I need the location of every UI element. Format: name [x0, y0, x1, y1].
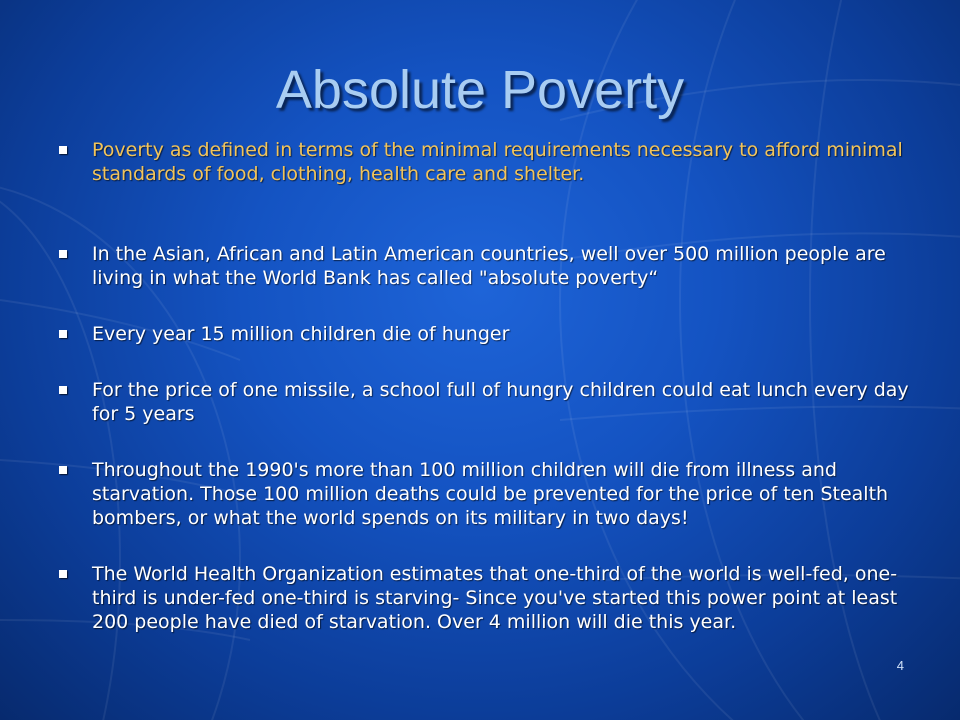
- bullet-item: [56, 378, 936, 426]
- bullet-text: In the Asian, African and Latin American countries, well over 500 million people are living in what the World Bank has called "absolute poverty“: [92, 243, 886, 289]
- square-bullet-icon: [59, 386, 67, 394]
- bullet-text: The World Health Organization estimates that one-third of the world is well-fed, one-third is under-fed one-third is starving- Since you've started this power point at least 200 people have died of starvation. Over 4 million will die this year.: [92, 563, 898, 633]
- bullet-text: Throughout the 1990's more than 100 million children will die from illness and starvation. Those 100 million deaths could be prevented for the price of ten Stealth bombers, or what the world spends on its military in two days!: [92, 459, 889, 529]
- bullet-text: Every year 15 million children die of hunger: [92, 323, 510, 345]
- square-bullet-icon: [59, 330, 67, 338]
- page-number: 4: [896, 658, 904, 673]
- square-bullet-icon: [59, 570, 67, 578]
- bullet-text: Poverty as defined in terms of the minimal requirements necessary to afford minimal standards of food, clothing, health care and shelter.: [92, 139, 903, 185]
- bullet-text: For the price of one missile, a school full of hungry children could eat lunch every day for 5 years: [92, 379, 909, 425]
- bullet-item: [56, 458, 936, 530]
- square-bullet-icon: [59, 466, 67, 474]
- bullet-item: [56, 138, 936, 186]
- bullet-item: [56, 242, 936, 290]
- bullet-list: [56, 138, 936, 634]
- square-bullet-icon: [59, 250, 67, 258]
- slide-title: Absolute Poverty: [275, 60, 685, 120]
- bullet-item: [56, 322, 936, 346]
- bullet-item: [56, 562, 936, 634]
- square-bullet-icon: [59, 146, 67, 154]
